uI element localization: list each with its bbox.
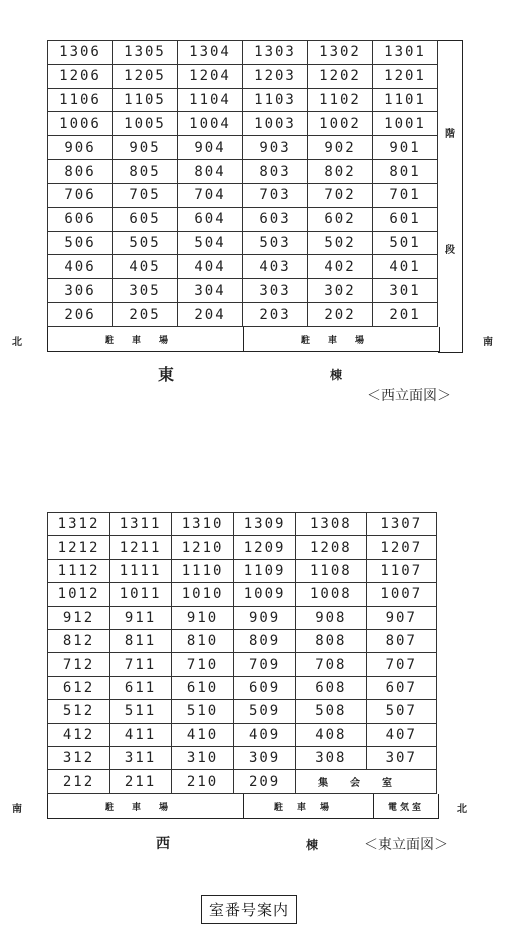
room-number-cell: 904 (178, 136, 243, 160)
room-number-cell: 1008 (296, 583, 366, 606)
room-number-cell: 908 (296, 606, 366, 629)
room-number-cell: 1105 (113, 88, 178, 112)
room-number-cell: 1107 (366, 559, 436, 582)
room-number-cell: 909 (234, 606, 296, 629)
building-suffix: 棟 (330, 368, 343, 382)
direction-north: 北 (457, 804, 467, 815)
room-number-cell: 404 (178, 255, 243, 279)
room-number-cell: 704 (178, 183, 243, 207)
room-number-cell: 509 (234, 700, 296, 723)
room-number-cell: 401 (373, 255, 438, 279)
floor-row (48, 676, 437, 699)
room-number-cell: 706 (48, 183, 113, 207)
floor-row (48, 536, 437, 559)
room-number-cell: 505 (113, 231, 178, 255)
room-number-cell: 1210 (172, 536, 234, 559)
room-number-cell: 311 (110, 747, 172, 770)
room-number-cell: 803 (243, 160, 308, 184)
room-number-cell: 304 (178, 279, 243, 303)
room-number-cell: 1201 (373, 64, 438, 88)
room-number-cell: 301 (373, 279, 438, 303)
room-number-cell: 611 (110, 676, 172, 699)
room-number-cell: 905 (113, 136, 178, 160)
room-number-cell: 1103 (243, 88, 308, 112)
floor-row (48, 606, 437, 629)
room-number-cell: 305 (113, 279, 178, 303)
floor-row (48, 183, 438, 207)
room-number-cell: 202 (308, 303, 373, 327)
floor-row (48, 255, 438, 279)
room-number-cell: 1011 (110, 583, 172, 606)
room-number-cell: 702 (308, 183, 373, 207)
floor-row (48, 559, 437, 582)
room-number-cell: 1307 (366, 513, 436, 536)
room-number-cell: 211 (110, 770, 172, 794)
room-number-cell: 605 (113, 207, 178, 231)
room-number-cell: 1303 (243, 41, 308, 65)
room-number-cell: 809 (234, 630, 296, 653)
floor-row (48, 700, 437, 723)
parking-label: 駐車場 (48, 327, 244, 351)
room-number-cell: 607 (366, 676, 436, 699)
room-number-cell: 604 (178, 207, 243, 231)
room-number-cell: 209 (234, 770, 296, 794)
room-number-cell: 705 (113, 183, 178, 207)
room-number-cell: 411 (110, 723, 172, 746)
room-number-cell: 907 (366, 606, 436, 629)
direction-south: 南 (12, 804, 22, 815)
room-number-cell: 710 (172, 653, 234, 676)
page-title: 室番号案内 (201, 895, 297, 924)
room-number-cell: 807 (366, 630, 436, 653)
room-number-cell: 306 (48, 279, 113, 303)
room-number-cell: 712 (48, 653, 110, 676)
west-parking-row (47, 327, 440, 352)
room-number-cell: 609 (234, 676, 296, 699)
room-number-cell: 1309 (234, 513, 296, 536)
parking-label: 駐車場 (300, 335, 382, 346)
room-number-cell: 408 (296, 723, 366, 746)
room-number-cell: 1108 (296, 559, 366, 582)
room-number-cell: 610 (172, 676, 234, 699)
floor-row (48, 583, 437, 606)
room-number-cell: 711 (110, 653, 172, 676)
room-number-cell: 1301 (373, 41, 438, 65)
room-number-cell: 601 (373, 207, 438, 231)
room-number-cell: 1206 (48, 64, 113, 88)
room-number-cell: 1005 (113, 112, 178, 136)
room-number-cell: 201 (373, 303, 438, 327)
floor-row (48, 160, 438, 184)
room-number-cell: 203 (243, 303, 308, 327)
east-parking-row (47, 794, 439, 819)
room-number-cell: 510 (172, 700, 234, 723)
floor-row (48, 747, 437, 770)
room-number-cell: 805 (113, 160, 178, 184)
room-number-cell: 906 (48, 136, 113, 160)
room-number-cell: 312 (48, 747, 110, 770)
room-number-cell: 603 (243, 207, 308, 231)
direction-south: 南 (483, 337, 493, 348)
room-number-cell: 1202 (308, 64, 373, 88)
room-number-cell: 212 (48, 770, 110, 794)
room-number-cell: 1310 (172, 513, 234, 536)
room-number-cell: 511 (110, 700, 172, 723)
room-number-cell: 701 (373, 183, 438, 207)
meeting-room-cell: 集会室 (296, 770, 437, 794)
room-number-cell: 709 (234, 653, 296, 676)
room-number-cell: 912 (48, 606, 110, 629)
room-number-cell: 1211 (110, 536, 172, 559)
room-number-cell: 1001 (373, 112, 438, 136)
room-number-cell: 412 (48, 723, 110, 746)
room-number-cell: 504 (178, 231, 243, 255)
floor-row (48, 41, 438, 65)
room-number-cell: 902 (308, 136, 373, 160)
room-number-cell: 405 (113, 255, 178, 279)
room-number-cell: 502 (308, 231, 373, 255)
room-number-cell: 303 (243, 279, 308, 303)
room-number-cell: 703 (243, 183, 308, 207)
room-number-cell: 410 (172, 723, 234, 746)
room-number-cell: 1006 (48, 112, 113, 136)
floor-row (48, 112, 438, 136)
floor-row (48, 630, 437, 653)
east-room-grid (47, 512, 437, 794)
floor-row (48, 279, 438, 303)
room-number-cell: 1002 (308, 112, 373, 136)
room-number-cell: 206 (48, 303, 113, 327)
room-number-cell: 1111 (110, 559, 172, 582)
room-number-cell: 403 (243, 255, 308, 279)
room-number-cell: 1312 (48, 513, 110, 536)
floor-row (48, 231, 438, 255)
room-number-cell: 205 (113, 303, 178, 327)
parking-label: 駐車場 (48, 794, 244, 818)
room-number-cell: 1203 (243, 64, 308, 88)
room-number-cell: 708 (296, 653, 366, 676)
room-number-cell: 612 (48, 676, 110, 699)
room-number-cell: 507 (366, 700, 436, 723)
room-number-cell: 608 (296, 676, 366, 699)
room-number-cell: 606 (48, 207, 113, 231)
building-name-west: 西 (156, 836, 170, 852)
room-number-cell: 1209 (234, 536, 296, 559)
room-number-cell: 812 (48, 630, 110, 653)
room-number-cell: 901 (373, 136, 438, 160)
room-number-cell: 707 (366, 653, 436, 676)
room-number-cell: 1112 (48, 559, 110, 582)
room-number-cell: 1109 (234, 559, 296, 582)
building-name-east: 東 (158, 365, 175, 384)
room-number-cell: 1304 (178, 41, 243, 65)
room-number-cell: 1311 (110, 513, 172, 536)
room-number-cell: 1212 (48, 536, 110, 559)
west-stairwell (438, 40, 463, 353)
floor-row (48, 303, 438, 327)
room-number-cell: 1205 (113, 64, 178, 88)
room-number-cell: 1009 (234, 583, 296, 606)
east-elevation-caption: ＜東立面図＞ (364, 837, 448, 853)
floor-row (48, 770, 437, 794)
room-number-cell: 1306 (48, 41, 113, 65)
room-number-cell: 508 (296, 700, 366, 723)
room-number-cell: 1204 (178, 64, 243, 88)
floor-row (48, 64, 438, 88)
floor-row (48, 88, 438, 112)
room-number-cell: 307 (366, 747, 436, 770)
room-number-cell: 1208 (296, 536, 366, 559)
room-number-cell: 1010 (172, 583, 234, 606)
room-number-cell: 402 (308, 255, 373, 279)
stair-char-1: 階 (445, 129, 455, 140)
room-number-cell: 810 (172, 630, 234, 653)
room-number-cell: 811 (110, 630, 172, 653)
room-number-cell: 1302 (308, 41, 373, 65)
room-number-cell: 501 (373, 231, 438, 255)
room-number-cell: 1004 (178, 112, 243, 136)
stair-char-2: 段 (445, 245, 455, 256)
room-number-cell: 1101 (373, 88, 438, 112)
room-number-cell: 1305 (113, 41, 178, 65)
west-room-grid (47, 40, 438, 327)
room-number-cell: 1207 (366, 536, 436, 559)
room-number-cell: 506 (48, 231, 113, 255)
room-number-cell: 801 (373, 160, 438, 184)
room-number-cell: 1308 (296, 513, 366, 536)
room-number-cell: 910 (172, 606, 234, 629)
room-number-cell: 302 (308, 279, 373, 303)
room-number-cell: 602 (308, 207, 373, 231)
room-number-cell: 1003 (243, 112, 308, 136)
room-number-cell: 310 (172, 747, 234, 770)
room-number-cell: 1102 (308, 88, 373, 112)
room-number-cell: 1110 (172, 559, 234, 582)
room-number-cell: 1007 (366, 583, 436, 606)
room-number-cell: 802 (308, 160, 373, 184)
floor-row (48, 653, 437, 676)
room-number-cell: 903 (243, 136, 308, 160)
room-number-cell: 806 (48, 160, 113, 184)
room-number-cell: 406 (48, 255, 113, 279)
room-number-cell: 804 (178, 160, 243, 184)
parking-label: 駐車場 (244, 794, 374, 818)
room-number-cell: 309 (234, 747, 296, 770)
room-number-cell: 210 (172, 770, 234, 794)
room-number-cell: 407 (366, 723, 436, 746)
room-number-cell: 808 (296, 630, 366, 653)
room-number-cell: 204 (178, 303, 243, 327)
room-number-cell: 911 (110, 606, 172, 629)
room-number-cell: 1012 (48, 583, 110, 606)
floor-row (48, 207, 438, 231)
room-number-cell: 1106 (48, 88, 113, 112)
building-suffix: 棟 (306, 838, 319, 852)
room-number-cell: 512 (48, 700, 110, 723)
floor-row (48, 723, 437, 746)
room-number-cell: 503 (243, 231, 308, 255)
room-number-cell: 1104 (178, 88, 243, 112)
floor-row (48, 136, 438, 160)
room-number-cell: 409 (234, 723, 296, 746)
floor-row (48, 513, 437, 536)
room-number-cell: 308 (296, 747, 366, 770)
west-elevation-caption: ＜西立面図＞ (367, 388, 451, 404)
electric-room-label: 電気室 (387, 802, 424, 813)
direction-north: 北 (12, 337, 22, 348)
